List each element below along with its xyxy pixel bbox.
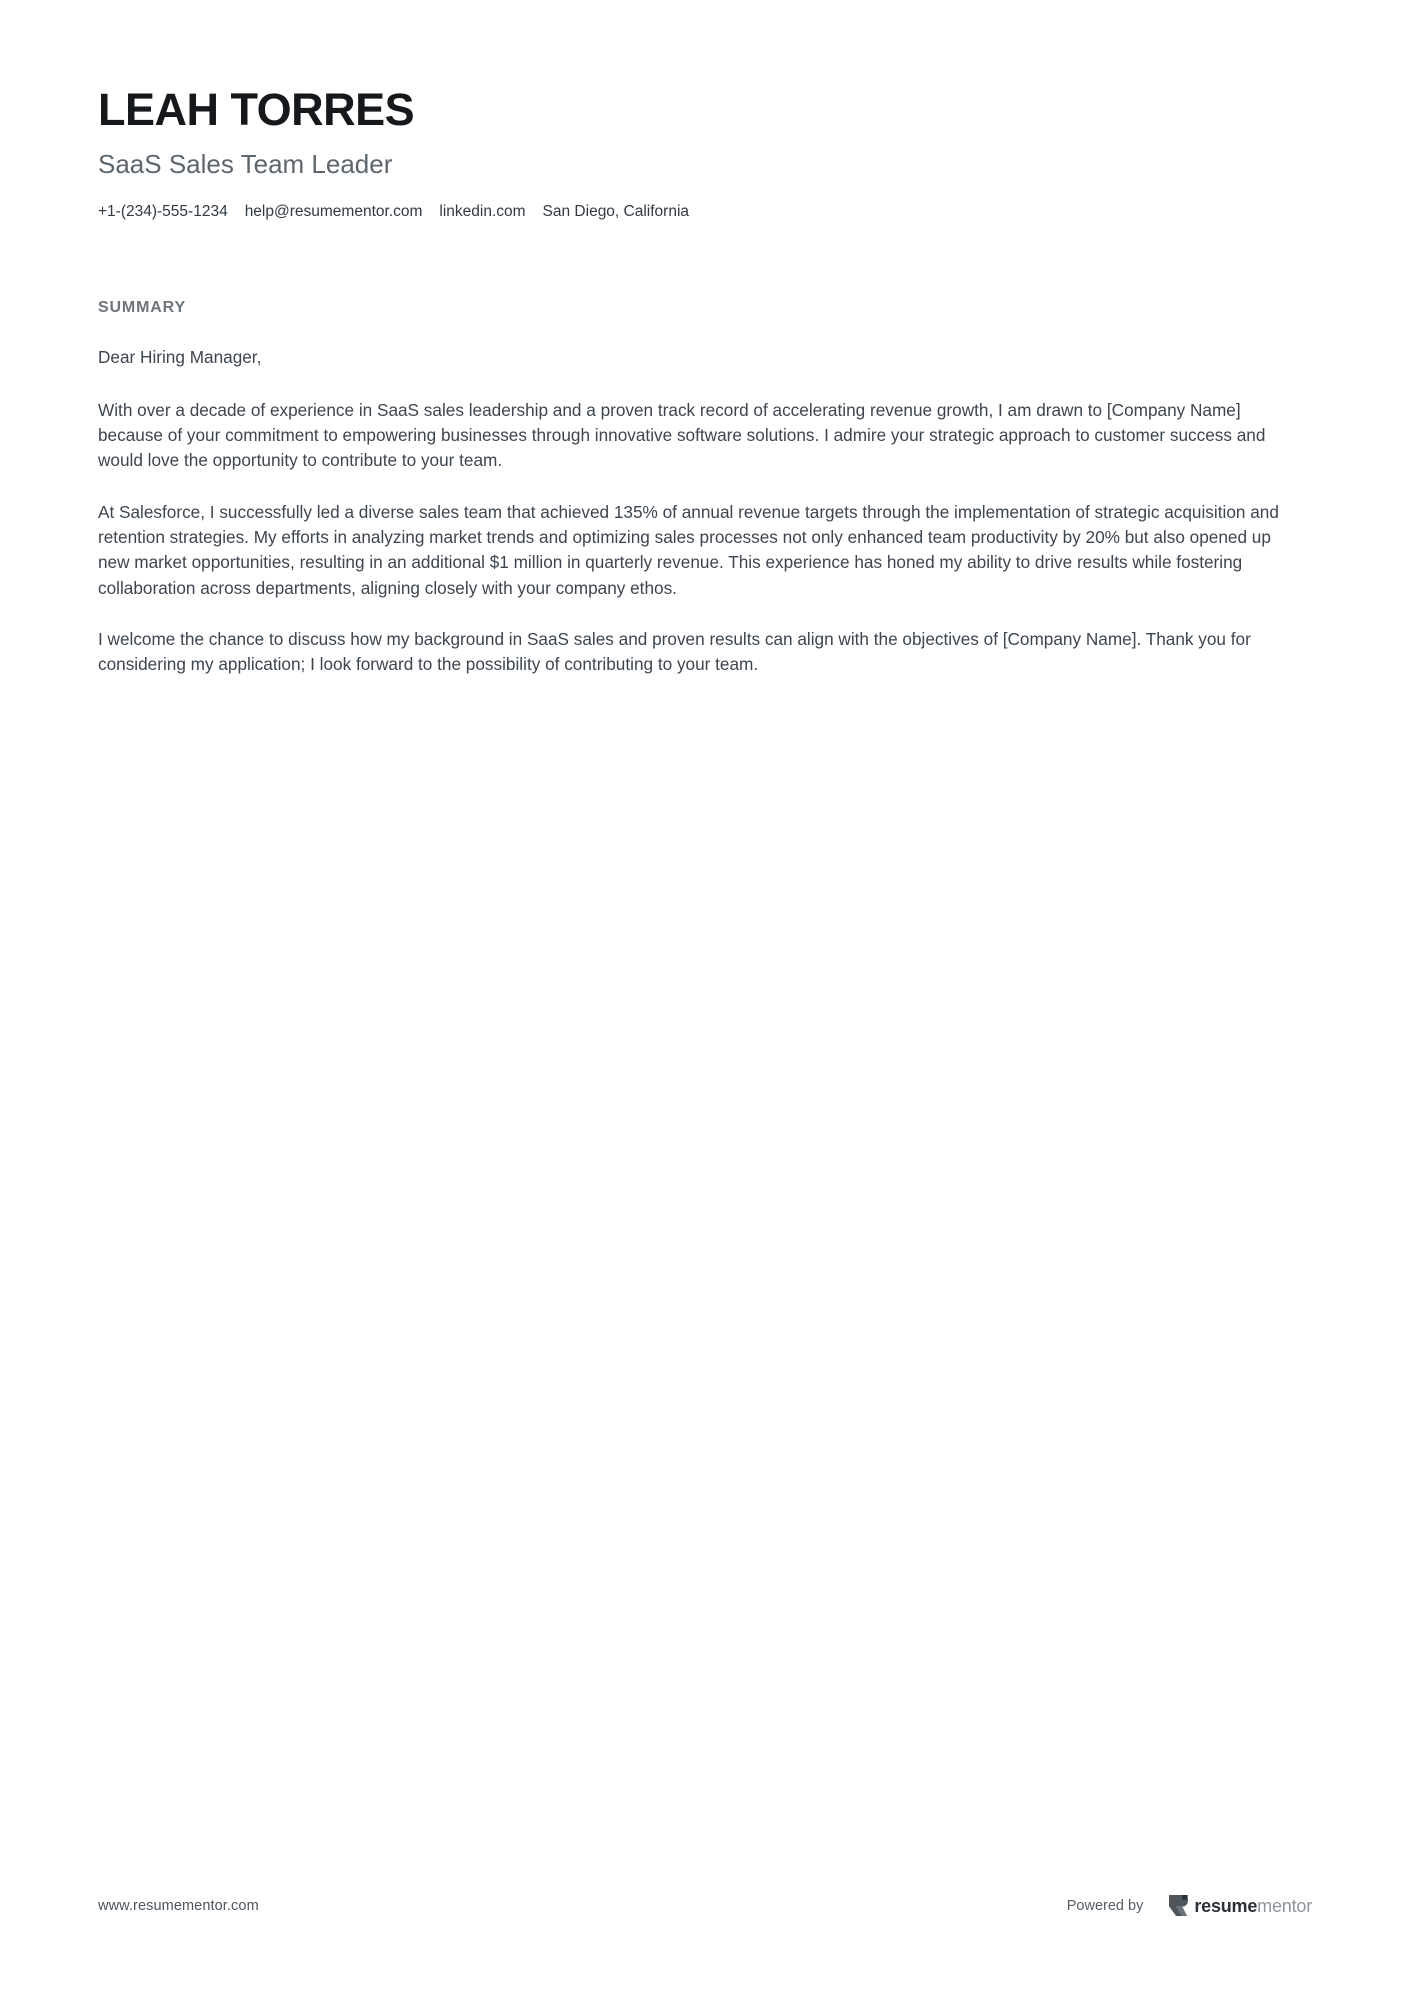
resumementor-logo-icon: [1169, 1895, 1188, 1916]
footer-branding: [1067, 1895, 1312, 1916]
summary-section: [98, 299, 1303, 678]
section-heading-summary: SUMMARY: [98, 298, 187, 316]
resumementor-logo[interactable]: [1169, 1895, 1312, 1916]
candidate-name: LEAH TORRES: [98, 84, 415, 135]
candidate-job-title: SaaS Sales Team Leader: [98, 149, 393, 180]
letter-paragraph-3: I welcome the chance to discuss how my background in SaaS sales and proven results can align with the objectives of [Company Name]. Thank you for considering my application; I look forward to the possibility of contributing to your team.: [98, 628, 1251, 675]
footer-website[interactable]: www.resumementor.com: [98, 1897, 259, 1914]
letter-paragraph-1: With over a decade of experience in SaaS sales leadership and a proven track record of accelerating revenue growth, I am drawn to [Company Name] because of your commitment to empowering businesses through innovative software solutions. I admire your strategic approach to customer success and would love the opportunity to contribute to your team.: [98, 399, 1266, 471]
contact-details: [98, 202, 1303, 222]
letter-paragraph-2: At Salesforce, I successfully led a diverse sales team that achieved 135% of annual revenue targets through the implementation of strategic acquisition and retention strategies. My efforts in analyzing market trends and optimizing sales processes not only enhanced team productivity by 20% but also opened up new market opportunities, resulting in an additional $1 million in quarterly revenue. This experience has honed my ability to drive results while fostering collaboration across departments, aligning closely with your company ethos.: [98, 501, 1279, 598]
brand-name-secondary: mentor: [1257, 1895, 1312, 1916]
contact-location: San Diego, California: [542, 203, 690, 221]
contact-email[interactable]: help@resumementor.com: [244, 203, 423, 221]
contact-phone: +1-(234)-555-1234: [98, 203, 228, 221]
letter-body: [98, 345, 1303, 678]
brand-name-primary: resume: [1194, 1895, 1258, 1916]
letter-salutation: Dear Hiring Manager,: [98, 346, 262, 367]
powered-by-label: Powered by: [1066, 1897, 1144, 1914]
document-content: [98, 0, 1303, 677]
page-footer: [98, 1895, 1312, 1916]
resumementor-wordmark: [1194, 1897, 1312, 1915]
letter-header: [98, 0, 1303, 223]
contact-linkedin[interactable]: linkedin.com: [439, 203, 526, 221]
